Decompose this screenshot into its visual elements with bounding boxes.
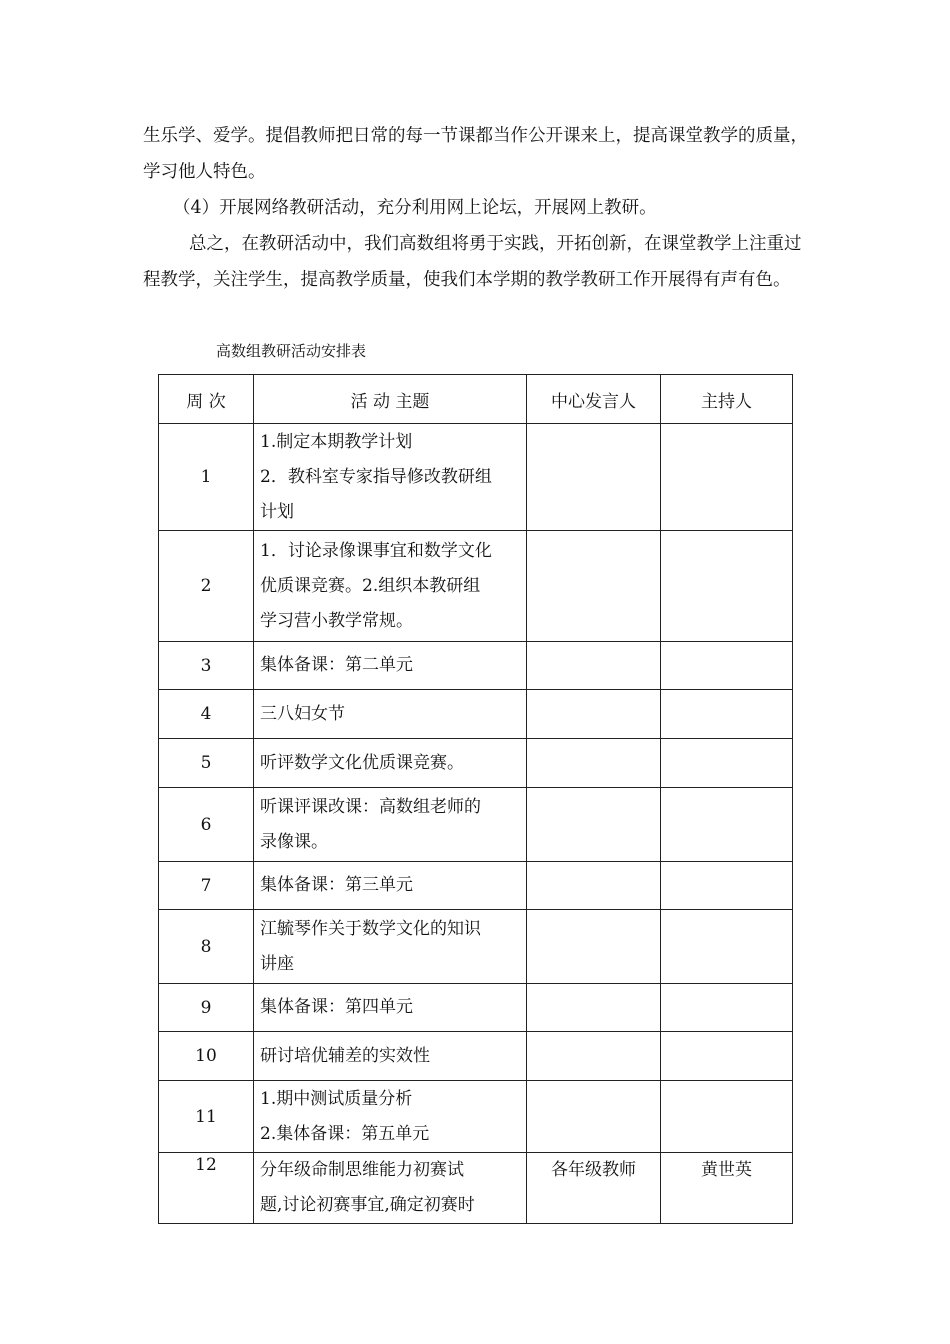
topic-cell — [254, 690, 527, 739]
speaker-cell — [527, 862, 661, 910]
host-cell — [661, 739, 793, 788]
table-row — [159, 984, 793, 1032]
table-row — [159, 1153, 793, 1224]
host-cell — [661, 910, 793, 984]
topic-cell — [254, 531, 527, 642]
host-cell: 黄世英 — [661, 1153, 793, 1224]
table-row — [159, 642, 793, 690]
host-cell — [661, 788, 793, 862]
paragraph-online-research: （4）开展网络教研活动，充分利用网上论坛，开展网上教研。 — [173, 198, 657, 218]
week-cell: 7 — [159, 862, 254, 910]
table-row — [159, 788, 793, 862]
table-row — [159, 690, 793, 739]
topic-line: 学习营小教学常规。 — [260, 610, 413, 631]
week-cell: 11 — [159, 1081, 254, 1153]
topic-line: 集体备课：第三单元 — [260, 875, 413, 895]
topic-line: 听课评课改课：高数组老师的 — [260, 796, 481, 817]
topic-line: 三八妇女节 — [260, 703, 345, 724]
topic-line: 优质课竞赛。2.组织本教研组 — [260, 575, 481, 596]
speaker-cell — [527, 984, 661, 1032]
topic-line: 录像课。 — [260, 831, 328, 852]
speaker-cell — [527, 424, 661, 531]
week-cell: 8 — [159, 910, 254, 984]
paragraph-summary: 总之，在教研活动中，我们高数组将勇于实践，开拓创新，在课堂教学上注重过程教学，关注学生，提高教学质量，使我们本学期的教学教研工作开展得有声有色。 — [143, 234, 802, 290]
topic-cell — [254, 1032, 527, 1081]
header-topic: 活 动 主题 — [254, 375, 527, 424]
topic-cell — [254, 642, 527, 690]
topic-cell — [254, 1153, 527, 1224]
host-cell — [661, 862, 793, 910]
speaker-cell — [527, 642, 661, 690]
host-cell — [661, 424, 793, 531]
host-cell — [661, 1081, 793, 1153]
topic-line: 1.期中测试质量分析 — [260, 1088, 413, 1109]
table-header-row — [159, 375, 793, 424]
topic-cell — [254, 788, 527, 862]
table-row — [159, 1081, 793, 1153]
host-cell — [661, 690, 793, 739]
topic-line: 集体备课：第四单元 — [260, 997, 413, 1017]
speaker-cell — [527, 690, 661, 739]
topic-cell — [254, 1081, 527, 1153]
week-cell: 5 — [159, 739, 254, 788]
table-caption: 高数组教研活动安排表 — [216, 342, 367, 360]
header-host: 主持人 — [661, 375, 793, 424]
week-cell: 12 — [159, 1153, 254, 1224]
table-row — [159, 531, 793, 642]
paragraph-teaching-quality: 生乐学、爱学。提倡教师把日常的每一节课都当作公开课来上，提高课堂教学的质量，学习他人特色。 — [143, 126, 808, 182]
activity-schedule-table — [158, 374, 793, 1224]
speaker-cell — [527, 1081, 661, 1153]
topic-cell — [254, 862, 527, 910]
speaker-cell — [527, 739, 661, 788]
topic-cell — [254, 984, 527, 1032]
week-cell: 3 — [159, 642, 254, 690]
speaker-cell — [527, 1032, 661, 1081]
topic-line: 题,讨论初赛事宜,确定初赛时 — [260, 1195, 475, 1215]
header-week: 周 次 — [159, 375, 254, 424]
week-cell: 9 — [159, 984, 254, 1032]
speaker-cell — [527, 531, 661, 642]
table-row — [159, 910, 793, 984]
host-cell — [661, 984, 793, 1032]
week-cell: 4 — [159, 690, 254, 739]
topic-line: 计划 — [260, 501, 294, 522]
speaker-cell: 各年级教师 — [527, 1153, 661, 1224]
topic-cell — [254, 424, 527, 531]
topic-cell — [254, 910, 527, 984]
topic-line: 1.制定本期教学计划 — [260, 431, 413, 452]
topic-line: 研讨培优辅差的实效性 — [260, 1045, 430, 1066]
week-cell: 2 — [159, 531, 254, 642]
speaker-cell — [527, 910, 661, 984]
topic-line: 1．讨论录像课事宜和数学文化 — [260, 540, 492, 561]
host-cell — [661, 1032, 793, 1081]
topic-line: 江毓琴作关于数学文化的知识 — [260, 918, 481, 939]
host-cell — [661, 531, 793, 642]
speaker-cell — [527, 788, 661, 862]
topic-cell — [254, 739, 527, 788]
week-cell: 6 — [159, 788, 254, 862]
topic-line: 集体备课：第二单元 — [260, 655, 413, 675]
topic-line: 分年级命制思维能力初赛试 — [260, 1160, 464, 1180]
header-speaker: 中心发言人 — [527, 375, 661, 424]
topic-line: 2.集体备课：第五单元 — [260, 1123, 430, 1144]
table-row — [159, 862, 793, 910]
table-row — [159, 424, 793, 531]
topic-line: 2．教科室专家指导修改教研组 — [260, 466, 492, 487]
topic-line: 听评数学文化优质课竞赛。 — [260, 752, 464, 773]
week-cell: 10 — [159, 1032, 254, 1081]
week-cell: 1 — [159, 424, 254, 531]
table-row — [159, 739, 793, 788]
host-cell — [661, 642, 793, 690]
table-row — [159, 1032, 793, 1081]
topic-line: 讲座 — [260, 953, 294, 974]
